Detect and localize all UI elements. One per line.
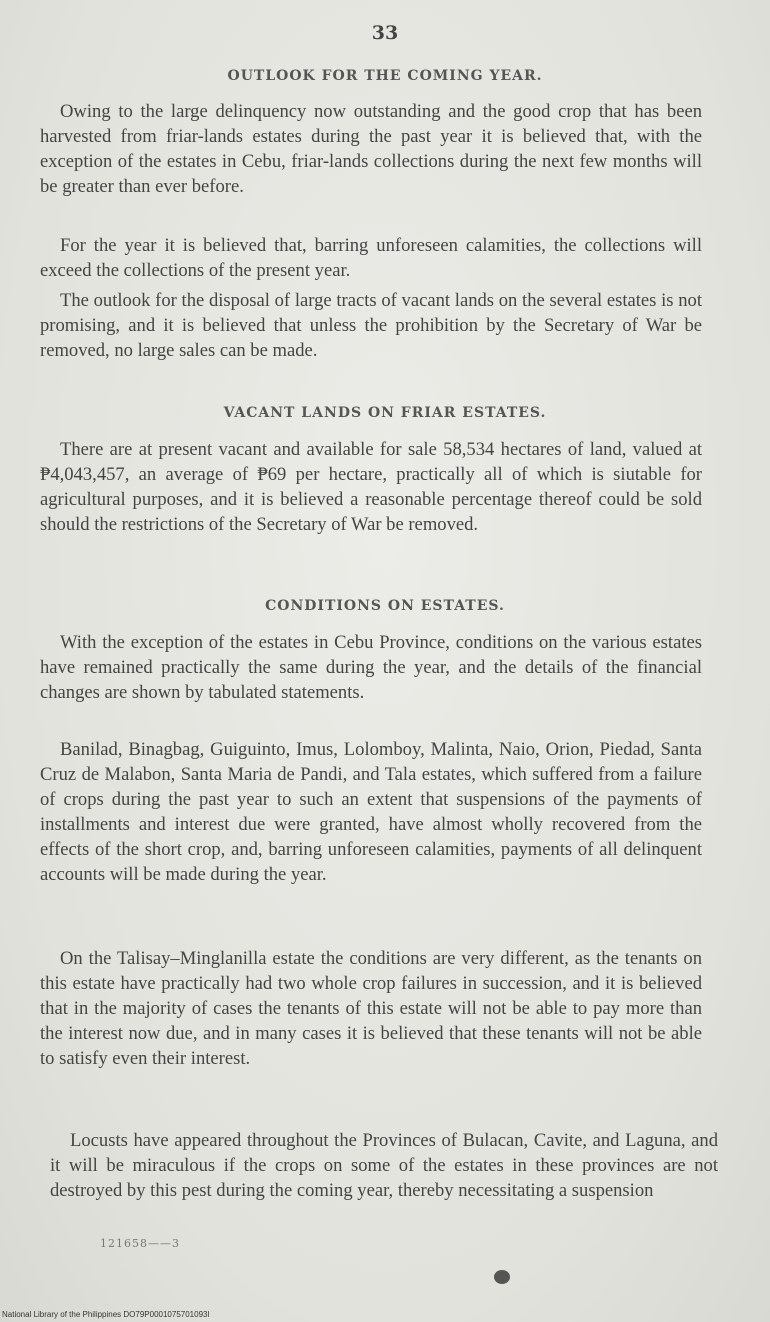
paragraph-conditions-1: With the exception of the estates in Cebu Province, conditions on the various estates have remained practically the same during the year, and the details of the financial changes are shown by tabulated statements. [40,632,702,703]
paragraph-conditions-3: On the Talisay–Minglanilla estate the conditions are very different, as the tenants on this estate have practically had two whole crop failures in succession, and it is believed that in the majority of cases the tenants of this estate will not be able to pay more than the interest now due, and in many cases it is believed that these tenants will not be able to satisfy even their interest. [40,948,702,1069]
paragraph-vacant-lands-1: There are at present vacant and available for sale 58,534 hectares of land, valued at ₱4,043,457, an average of ₱69 per hectare, practically all of which is siutable for agricultural purposes, and it is believed a reasonable percentage thereof could be sold should the restrictions of the Secretary of War be removed. [40,439,702,535]
paragraph-outlook-1: Owing to the large delinquency now outstanding and the good crop that has been harvested from friar-lands estates during the past year it is believed that, with the exception of the estates in Cebu, friar-lands collections during the next few months will be greater than ever before. [40,101,702,197]
paragraph-conditions-4: Locusts have appeared throughout the Provinces of Bulacan, Cavite, and Laguna, and it will be miraculous if the crops on some of the estates in these provinces are not destroyed by this pest during the coming year, thereby necessitating a suspension [50,1130,718,1201]
print-code: 121658——3 [100,1237,180,1250]
page-number: 33 [371,22,399,44]
paragraph-conditions-2: Banilad, Binagbag, Guiguinto, Imus, Lolomboy, Malinta, Naio, Orion, Piedad, Santa Cruz de Malabon, Santa Maria de Pandi, and Tala estates, which suffered from a failure of crops during the past year to such an extent that suspensions of the payments of installments and interest due were granted, have almost wholly recovered from the effects of the short crop, and, barring unforeseen calamities, payments of all delinquent accounts will be made during the year. [40,739,702,885]
ink-blot [494,1270,510,1284]
paragraph-outlook-2: For the year it is believed that, barring unforeseen calamities, the collections will exceed the collections of the present year. [40,235,702,281]
section-heading-outlook: OUTLOOK FOR THE COMING YEAR. [227,68,543,84]
section-heading-conditions: CONDITIONS ON ESTATES. [265,598,505,614]
paragraph-outlook-3: The outlook for the disposal of large tracts of vacant lands on the several estates is not promising, and it is believed that unless the prohibition by the Secretary of War be removed, no large sales can be made. [40,290,702,361]
archive-label: National Library of the Philippines DO79P0001075701093l [2,1310,210,1319]
section-heading-vacant-lands: VACANT LANDS ON FRIAR ESTATES. [223,405,547,421]
